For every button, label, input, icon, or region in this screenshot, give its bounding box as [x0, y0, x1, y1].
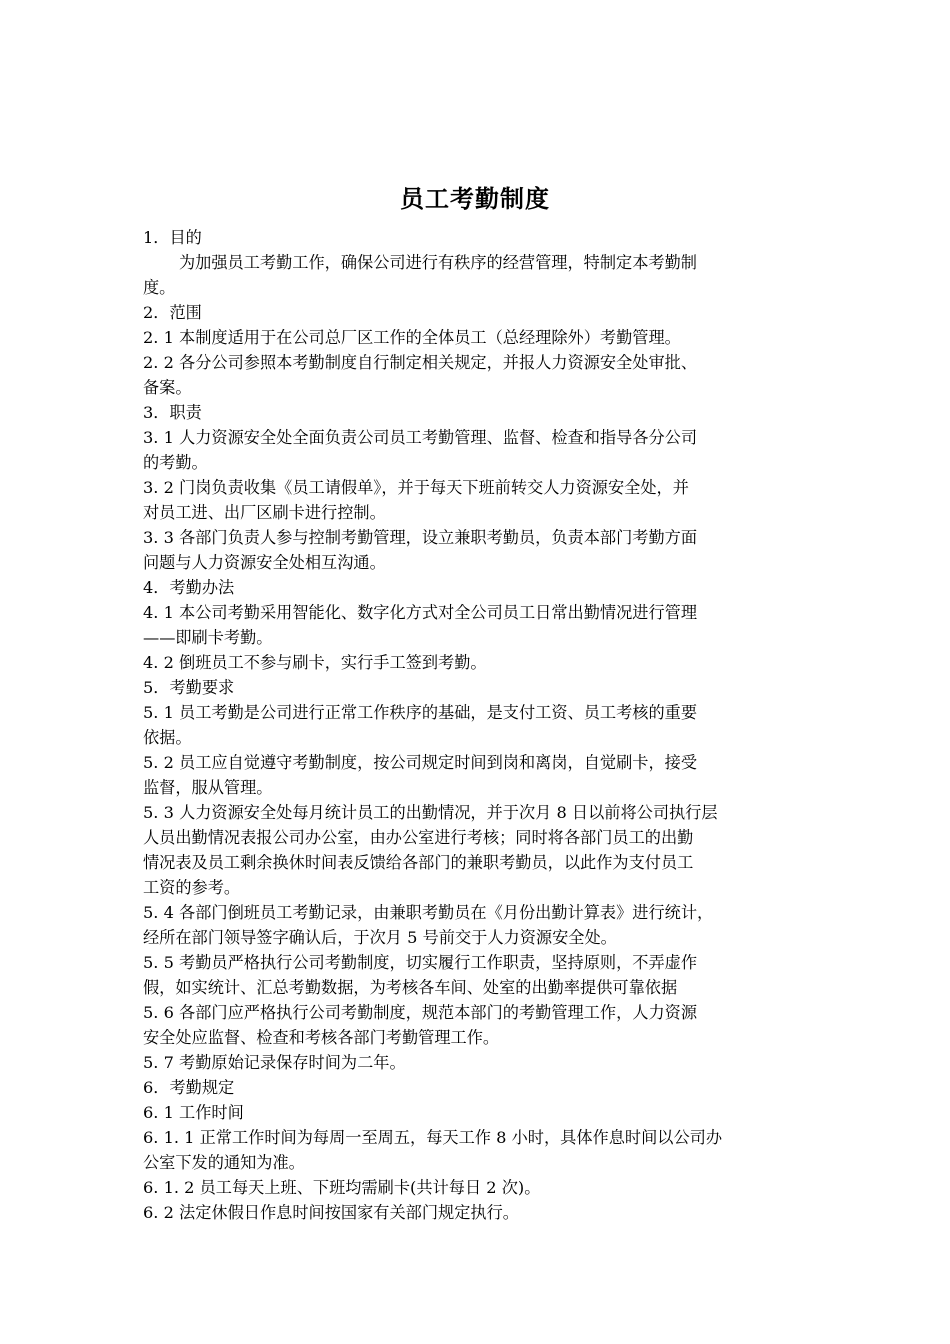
section-heading: 2．范围	[143, 303, 202, 322]
paragraph-line: 5. 3 人力资源安全处每月统计员工的出勤情况，并于次月 8 日以前将公司执行层	[143, 803, 718, 822]
paragraph-line: 备案。	[143, 378, 192, 397]
section-heading: 1．目的	[143, 228, 202, 247]
paragraph-line: 3. 2 门岗负责收集《员工请假单》，并于每天下班前转交人力资源安全处，并	[143, 478, 689, 497]
paragraph-line: 依据。	[143, 728, 192, 747]
paragraph-line: 问题与人力资源安全处相互沟通。	[143, 553, 386, 572]
paragraph-line: 5. 2 员工应自觉遵守考勤制度，按公司规定时间到岗和离岗，自觉刷卡，接受	[143, 753, 698, 772]
paragraph-line: 6. 2 法定休假日作息时间按国家有关部门规定执行。	[143, 1203, 519, 1222]
paragraph-line: 人员出勤情况表报公司办公室，由办公室进行考核；同时将各部门员工的出勤	[143, 828, 694, 847]
paragraph-line: 3. 1 人力资源安全处全面负责公司员工考勤管理、监督、检查和指导各分公司	[143, 428, 698, 447]
section-heading: 3．职责	[143, 403, 202, 422]
paragraph-line: 5. 1 员工考勤是公司进行正常工作秩序的基础，是支付工资、员工考核的重要	[143, 703, 698, 722]
paragraph-line: 5. 5 考勤员严格执行公司考勤制度，切实履行工作职责，坚持原则，不弄虚作	[143, 953, 698, 972]
paragraph-line: 6. 1 工作时间	[143, 1103, 244, 1122]
paragraph-line: 为加强员工考勤工作，确保公司进行有秩序的经营管理，特制定本考勤制	[179, 253, 697, 272]
paragraph-line: 对员工进、出厂区刷卡进行控制。	[143, 503, 386, 522]
paragraph-line: 3. 3 各部门负责人参与控制考勤管理，设立兼职考勤员，负责本部门考勤方面	[143, 528, 698, 547]
paragraph-line: 经所在部门领导签字确认后，于次月 5 号前交于人力资源安全处。	[143, 928, 617, 947]
section-heading: 6．考勤规定	[143, 1078, 235, 1097]
paragraph-line: 监督，服从管理。	[143, 778, 273, 797]
paragraph-line: 5. 7 考勤原始记录保存时间为二年。	[143, 1053, 406, 1072]
paragraph-line: 5. 6 各部门应严格执行公司考勤制度，规范本部门的考勤管理工作，人力资源	[143, 1003, 698, 1022]
document-title: 员工考勤制度	[400, 185, 550, 213]
paragraph-line: 5. 4 各部门倒班员工考勤记录，由兼职考勤员在《月份出勤计算表》进行统计，	[143, 903, 714, 922]
paragraph-line: 假，如实统计、汇总考勤数据，为考核各车间、处室的出勤率提供可靠依据	[143, 978, 678, 997]
document-body	[143, 225, 823, 1225]
paragraph-line: 安全处应监督、检查和考核各部门考勤管理工作。	[143, 1028, 500, 1047]
paragraph-line: ——即刷卡考勤。	[143, 628, 273, 647]
paragraph-line: 6. 1. 1 正常工作时间为每周一至周五，每天工作 8 小时，具体作息时间以公司办	[143, 1128, 723, 1147]
paragraph-line: 度。	[143, 278, 176, 297]
paragraph-line: 工资的参考。	[143, 878, 241, 897]
paragraph-line: 4. 1 本公司考勤采用智能化、数字化方式对全公司员工日常出勤情况进行管理	[143, 603, 698, 622]
paragraph-line: 的考勤。	[143, 453, 208, 472]
section-heading: 5．考勤要求	[143, 678, 235, 697]
paragraph-line: 情况表及员工剩余换休时间表反馈给各部门的兼职考勤员，以此作为支付员工	[143, 853, 694, 872]
paragraph-line: 4. 2 倒班员工不参与刷卡，实行手工签到考勤。	[143, 653, 487, 672]
paragraph-line: 6. 1. 2 员工每天上班、下班均需刷卡(共计每日 2 次)。	[143, 1178, 541, 1197]
paragraph-line: 2. 2 各分公司参照本考勤制度自行制定相关规定，并报人力资源安全处审批、	[143, 353, 698, 372]
paragraph-line: 公室下发的通知为准。	[143, 1153, 305, 1172]
section-heading: 4．考勤办法	[143, 578, 235, 597]
paragraph-line: 2. 1 本制度适用于在公司总厂区工作的全体员工（总经理除外）考勤管理。	[143, 328, 681, 347]
